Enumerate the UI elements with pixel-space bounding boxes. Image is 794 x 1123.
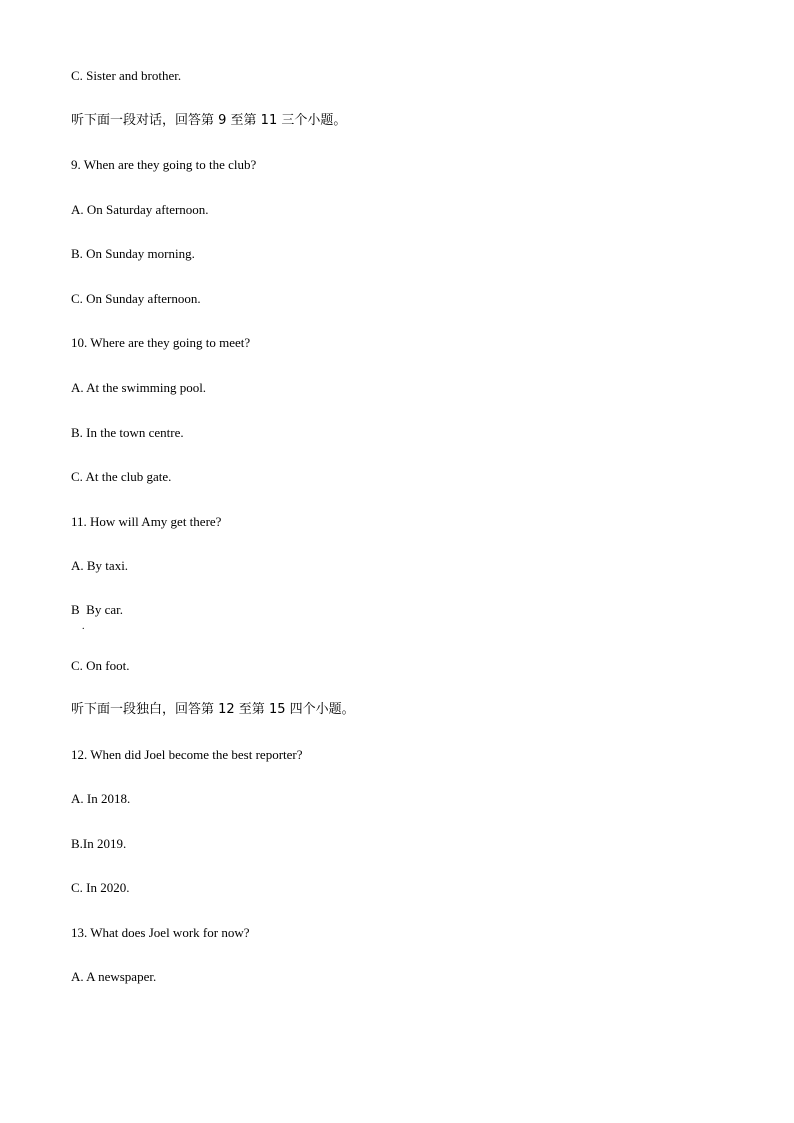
option-a-q12: A. In 2018. [71,791,131,806]
option-a-q9: A. On Saturday afternoon. [71,202,209,217]
question-13: 13. What does Joel work for now? [71,925,250,940]
option-c-q11: C. On foot. [71,658,130,673]
section-instruction-9-11: 听下面一段对话，回答第 9 至第 11 三个小题。 [71,113,347,128]
option-a-q13: A. A newspaper. [71,969,157,984]
option-a-q10: A. At the swimming pool. [71,380,207,395]
question-11: 11. How will Amy get there? [71,514,222,529]
question-12: 12. When did Joel become the best reporter? [71,747,303,762]
question-10: 10. Where are they going to meet? [71,335,251,350]
stray-period-mark: . [82,621,85,632]
option-a-q11: A. By taxi. [71,558,129,573]
section-instruction-12-15: 听下面一段独白，回答第 12 至第 15 四个小题。 [71,702,355,717]
option-b-q12: B.In 2019. [71,836,127,851]
option-c-q12: C. In 2020. [71,880,130,895]
option-b-q11: B By car. [71,602,123,617]
option-b-q10: B. In the town centre. [71,425,184,440]
option-c-q8: C. Sister and brother. [71,68,182,83]
option-c-q10: C. At the club gate. [71,469,172,484]
option-c-q9: C. On Sunday afternoon. [71,291,201,306]
option-b-q9: B. On Sunday morning. [71,246,195,261]
question-9: 9. When are they going to the club? [71,157,257,172]
